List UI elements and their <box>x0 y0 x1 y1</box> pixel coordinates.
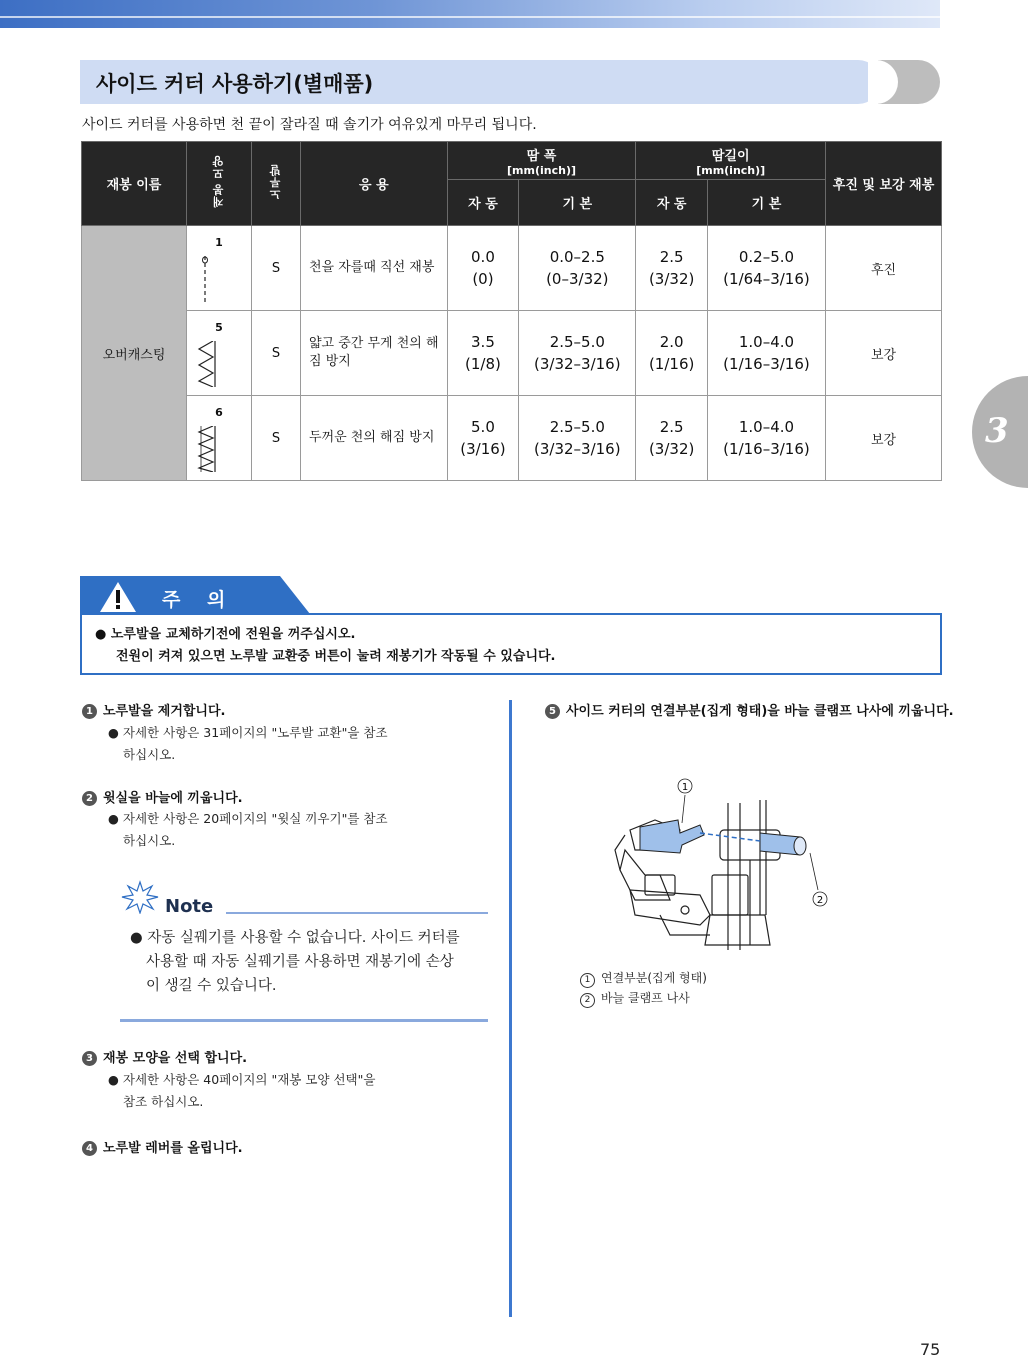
caution-title: 주 의 <box>162 589 236 611</box>
step-3-detail: ● 자세한 사항은 40페이지의 "재봉 모양 선택"을 참조 하십시오. <box>108 1072 376 1109</box>
application: 얇고 중간 무게 천의 해짐 방지 <box>301 311 448 396</box>
table-row <box>82 226 942 311</box>
width-manual: 2.5–5.0 (3/32–3/16) <box>519 311 636 396</box>
header-stitch-name: 재봉 이름 <box>82 142 187 226</box>
width-auto: 5.0 (3/16) <box>447 396 519 481</box>
step-4: 4 노루발 레버를 올립니다. <box>82 1137 243 1156</box>
side-cutter-illustration <box>600 775 840 965</box>
note-rule <box>226 912 488 914</box>
reverse-type: 후진 <box>826 226 942 311</box>
chapter-number: 3 <box>985 411 1009 451</box>
header-length-auto: 자 동 <box>636 180 708 226</box>
width-manual: 2.5–5.0 (3/32–3/16) <box>519 396 636 481</box>
note-burst-icon <box>120 880 160 914</box>
callout-2: 2 <box>816 895 824 906</box>
width-auto: 3.5 (1/8) <box>447 311 519 396</box>
top-decoration-bar <box>0 0 940 28</box>
application: 두꺼운 천의 해짐 방지 <box>301 396 448 481</box>
header-stitch-width: 땀 폭 [mm(inch)] <box>447 142 636 180</box>
heavy-overcast-stitch-icon <box>197 426 219 472</box>
header-reverse: 후진 및 보강 재봉 <box>826 142 942 226</box>
header-application: 응 용 <box>301 142 448 226</box>
reverse-type: 보강 <box>826 396 942 481</box>
reverse-type: 보강 <box>826 311 942 396</box>
presser-foot: S <box>252 311 301 396</box>
length-manual: 0.2–5.0 (1/64–3/16) <box>707 226 825 311</box>
presser-foot: S <box>252 396 301 481</box>
caution-text: ● 노루발을 교체하기전에 전원을 꺼주십시오. 전원이 켜져 있으면 노루발 교환중 버튼이 눌려 재봉기가 작동될 수 있습니다. <box>95 627 556 664</box>
stitch-table <box>81 141 942 481</box>
intro-text: 사이드 커터를 사용하면 천 끝이 잘라질 때 솔기가 여유있게 마무리 됩니다. <box>82 117 537 133</box>
step-1-detail: ● 자세한 사항은 31페이지의 "노루발 교환"을 참조 하십시오. <box>108 725 388 762</box>
callout-1: 1 <box>681 782 689 793</box>
group-name: 오버캐스팅 <box>82 226 187 481</box>
table-row <box>82 311 942 396</box>
page-title: 사이드 커터 사용하기(별매품) <box>96 72 374 96</box>
note-title: Note <box>165 896 214 917</box>
page-number: 75 <box>920 1340 941 1359</box>
header-width-auto: 자 동 <box>447 180 519 226</box>
step-2-detail: ● 자세한 사항은 20페이지의 "윗실 끼우기"를 참조 하십시오. <box>108 811 388 848</box>
overcast-stitch-icon <box>197 341 219 387</box>
application: 천을 자를때 직선 재봉 <box>301 226 448 311</box>
straight-stitch-icon <box>197 256 217 302</box>
note-bottom-rule <box>120 1019 488 1022</box>
column-divider <box>509 700 512 1317</box>
length-auto: 2.5 (3/32) <box>636 396 708 481</box>
width-auto: 0.0 (0) <box>447 226 519 311</box>
table-row <box>82 396 942 481</box>
length-manual: 1.0–4.0 (1/16–3/16) <box>707 311 825 396</box>
length-auto: 2.0 (1/16) <box>636 311 708 396</box>
figure-legend-1: 1 연결부분(집게 형태) <box>580 969 707 988</box>
header-length-manual: 기 본 <box>707 180 825 226</box>
header-stitch-shape: 재봉 모양 <box>187 142 252 226</box>
stitch-shape-1: 1 <box>187 226 252 311</box>
step-1: 1 노루발을 제거합니다. <box>82 700 226 719</box>
step-3: 3 재봉 모양을 선택 합니다. <box>82 1047 247 1066</box>
length-auto: 2.5 (3/32) <box>636 226 708 311</box>
stitch-shape-5: 5 <box>187 311 252 396</box>
width-manual: 0.0–2.5 (0–3/32) <box>519 226 636 311</box>
stitch-shape-6: 6 <box>187 396 252 481</box>
header-stitch-length: 땀길이 [mm(inch)] <box>636 142 826 180</box>
figure-legend-2: 2 바늘 클램프 나사 <box>580 989 690 1008</box>
note-text: ● 자동 실꿰기를 사용할 수 없습니다. 사이드 커터를 사용할 때 자동 실꿰기를 사용하면 재봉기에 손상 이 생길 수 있습니다. <box>130 930 460 994</box>
step-2: 2 윗실을 바늘에 끼웁니다. <box>82 787 243 806</box>
header-presser-foot: 노루발 <box>252 142 301 226</box>
header-width-manual: 기 본 <box>519 180 636 226</box>
length-manual: 1.0–4.0 (1/16–3/16) <box>707 396 825 481</box>
step-5: 5 사이드 커터의 연결부분(집게 형태)을 바늘 클램프 나사에 끼웁니다. <box>545 700 954 719</box>
presser-foot: S <box>252 226 301 311</box>
